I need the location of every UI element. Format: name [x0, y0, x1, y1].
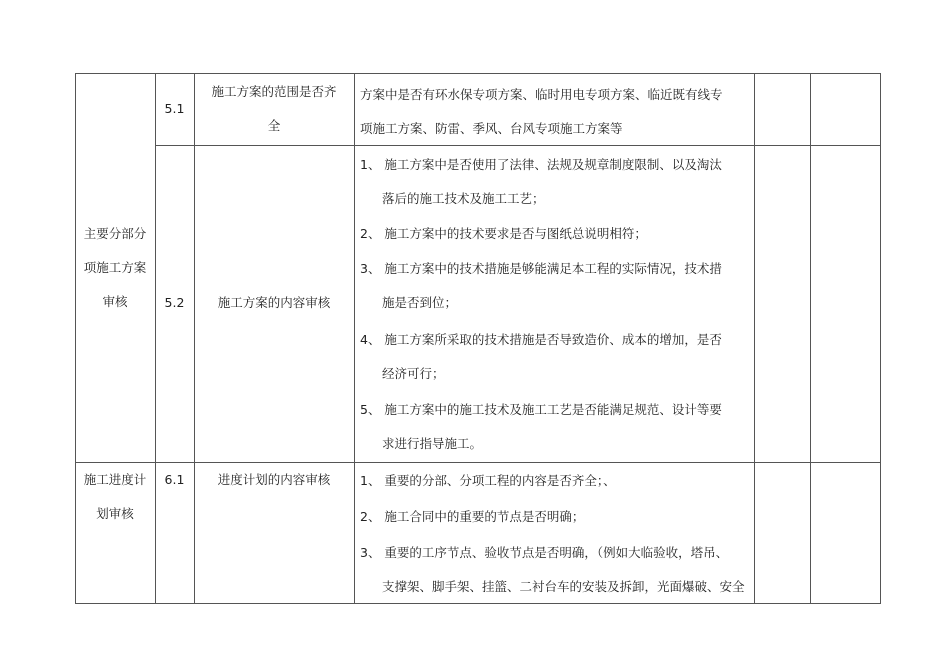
item-content-line: 项施工方案、防雷、季风、台风专项施工方案等	[360, 121, 623, 136]
item-content-line: 落后的施工技术及施工工艺；	[382, 191, 545, 206]
item-content-line: 4、 施工方案所采取的技术措施是否导致造价、成本的增加，是否	[360, 332, 722, 347]
item-title: 施工方案的内容审核	[217, 295, 331, 310]
item-content-line: 5、 施工方案中的施工技术及施工工艺是否能满足规范、设计等要	[360, 402, 722, 417]
section-name-line: 主要分部分	[83, 226, 147, 241]
item-title: 进度计划的内容审核	[217, 472, 331, 487]
row-divider	[155, 145, 881, 146]
table-border-right	[880, 73, 881, 604]
item-content-line: 求进行指导施工。	[382, 436, 483, 451]
col-divider	[354, 73, 355, 604]
col-divider	[194, 73, 195, 604]
item-content-line: 3、 重要的工序节点、验收节点是否明确，（例如大临验收，塔吊、	[360, 545, 729, 560]
item-number: 5.1	[164, 101, 185, 116]
item-content-line: 2、 施工合同中的重要的节点是否明确；	[360, 509, 585, 524]
col-divider	[810, 73, 811, 604]
item-content-line: 1、 施工方案中是否使用了法律、法规及规章制度限制、以及淘汰	[360, 157, 722, 172]
item-content-line: 施是否到位；	[382, 295, 458, 310]
item-number: 5.2	[164, 295, 185, 310]
item-content-line: 2、 施工方案中的技术要求是否与图纸总说明相符；	[360, 226, 647, 241]
item-content-line: 1、 重要的分部、分项工程的内容是否齐全；、	[360, 473, 616, 488]
section-name	[75, 463, 155, 531]
table-border-top	[75, 73, 881, 74]
section-name-line: 审核	[102, 294, 128, 309]
section-name-line: 项施工方案	[83, 260, 147, 275]
col-divider	[754, 73, 755, 604]
item-title-line: 施工方案的范围是否齐	[211, 84, 337, 99]
item-content-line: 经济可行；	[382, 366, 445, 381]
review-table	[75, 73, 881, 604]
item-title	[194, 75, 354, 143]
section-name-line: 施工进度计	[83, 472, 147, 487]
item-content-line: 3、 施工方案中的技术措施是够能满足本工程的实际情况，技术措	[360, 261, 722, 276]
item-number: 6.1	[164, 472, 185, 487]
section-name-line: 划审核	[96, 506, 134, 521]
col-divider	[155, 73, 156, 604]
item-content-line: 方案中是否有环水保专项方案、临时用电专项方案、临近既有线专	[360, 87, 723, 102]
section-name	[75, 217, 155, 319]
item-content-line: 支撑架、脚手架、挂篮、二衬台车的安装及拆卸，光面爆破、安全	[382, 579, 745, 594]
table-border-bottom	[75, 603, 881, 604]
item-title-line: 全	[267, 118, 281, 133]
